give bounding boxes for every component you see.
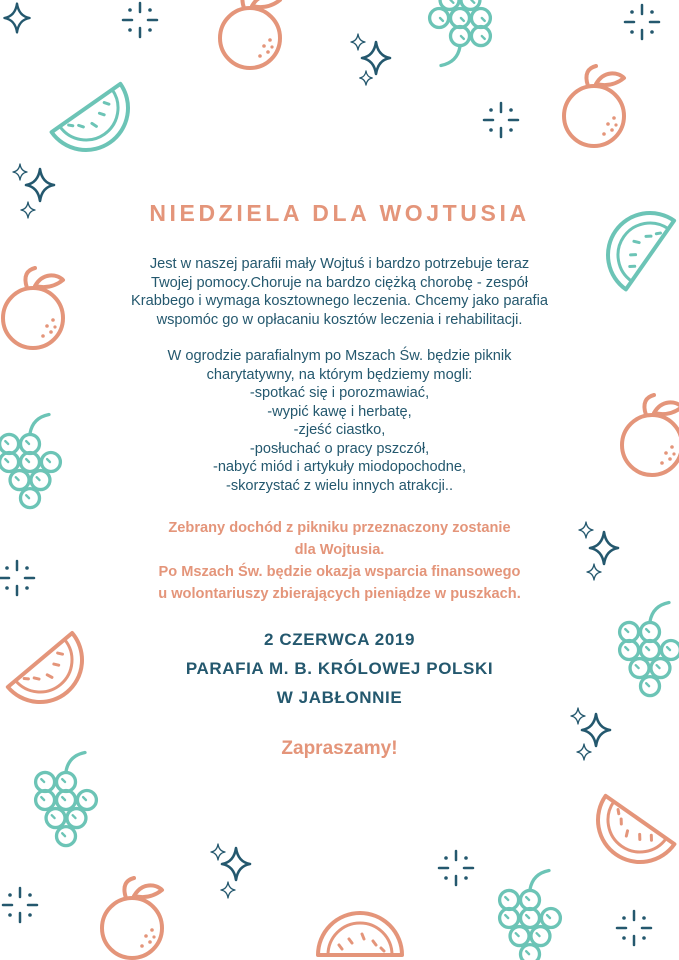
sparkle-icon [221,882,235,898]
intro-line: Krabbego i wymaga kosztownego leczenia. Chcemy jako parafia [131,293,548,309]
sparkle-icon [26,169,54,201]
grapes-icon [500,871,561,960]
sparkle-icon [222,848,250,880]
sparkle-icon [4,4,29,33]
starburst-icon [439,851,473,885]
event-place: PARAFIA M. B. KRÓLOWEJ POLSKI [185,659,494,678]
picnic-paragraph [60,347,619,495]
picnic-list-item: -skorzystać z wielu innych atrakcji.. [225,477,454,494]
flyer-content [60,200,619,760]
grapes-icon [620,603,679,696]
flyer-title: NIEDZIELA DLA WOJTUSIA [149,200,530,226]
intro-line: Twojej pomocy.Choruje na bardzo ciężką chorobę - zespół [151,274,528,291]
starburst-icon [3,888,37,922]
starburst-icon [484,103,518,137]
picnic-line: W ogrodzie parafialnym po Mszach Św. będzie piknik [167,348,512,364]
grapes-icon [0,415,60,508]
donation-line: Po Mszach Św. będzie okazja wsparcia finansowego [158,564,521,580]
orange-icon [102,878,162,958]
starburst-icon [123,3,157,37]
orange-icon [564,66,624,146]
picnic-line: charytatywny, na którym będziemy mogli: [206,366,473,383]
orange-icon [622,395,679,475]
sparkle-icon [362,42,390,74]
event-info [60,625,619,712]
sparkle-icon [351,34,365,50]
intro-paragraph [60,255,619,329]
picnic-list-item: -nabyć miód i artykuły miodopochodne, [212,459,467,475]
sparkle-icon [21,202,35,218]
sparkle-icon [211,844,225,860]
donation-line: dla Wojtusia. [294,542,385,558]
picnic-list-item: -wypić kawę i herbatę, [267,403,412,420]
sparkle-icon [360,71,373,85]
starburst-icon [0,561,34,595]
starburst-icon [617,911,651,945]
invite-text: Zapraszamy! [281,738,398,759]
watermelon-icon [52,84,145,167]
picnic-list-item: -spotkać się i porozmawiać, [249,385,430,401]
donation-line: Zebrany dochód z pikniku przeznaczony zostanie [168,520,511,536]
intro-line: Jest w naszej parafii mały Wojtuś i bardzo potrzebuje teraz [149,256,530,272]
starburst-icon [625,5,659,39]
orange-icon [220,0,280,68]
orange-icon [3,268,63,348]
donation-line: u wolontariuszy zbierających pieniądze w puszkach. [158,586,521,602]
event-town: W JABŁONNIE [276,688,403,707]
watermelon-icon [582,796,675,879]
intro-line: wspomóc go w opłacaniu kosztów leczenia i rehabilitacji. [156,311,523,328]
event-date: 2 CZERWCA 2019 [263,630,416,649]
watermelon-icon [318,913,402,955]
sparkle-icon [13,164,27,180]
picnic-list-item: -posłuchać o pracy pszczół, [249,440,430,457]
donation-paragraph [60,517,619,605]
grapes-icon [36,753,97,846]
grapes-icon [430,0,491,66]
picnic-list-item: -zjeść ciastko, [293,422,386,438]
